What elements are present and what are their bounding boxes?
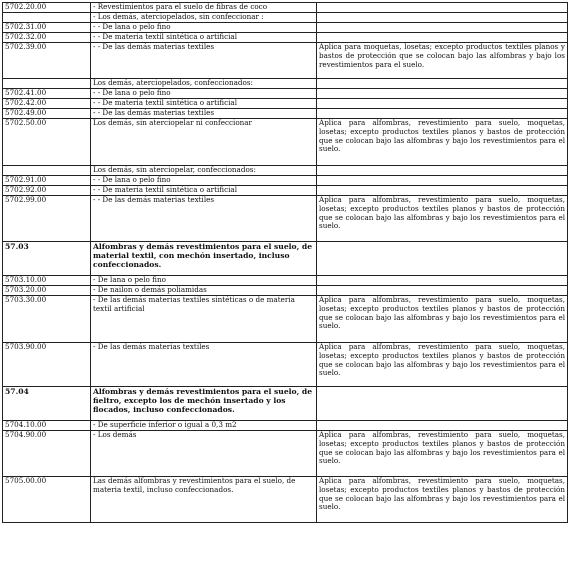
application-note	[317, 387, 568, 421]
application-note: Aplica para alfombras, revestimiento para suelo, moquetas, losetas; excepto productos textiles planos y bastos de protección que se colocan bajo las alfombras y bajo los revestimientos para el suelo.	[317, 343, 568, 387]
table-row	[3, 79, 568, 89]
tariff-table	[2, 2, 568, 523]
application-note	[317, 23, 568, 33]
item-description: - - De materia textil sintética o artificial	[91, 186, 317, 196]
heading-code: 57.03	[3, 242, 91, 276]
item-description: - Revestimientos para el suelo de fibras de coco	[91, 3, 317, 13]
tariff-code: 5702.39.00	[3, 43, 91, 79]
application-note	[317, 13, 568, 23]
tariff-code	[3, 166, 91, 176]
item-description: Los demás, sin aterciopelar ni confeccionar	[91, 119, 317, 166]
tariff-code: 5704.90.00	[3, 431, 91, 477]
table-row	[3, 276, 568, 286]
tariff-code	[3, 13, 91, 23]
application-note	[317, 33, 568, 43]
application-note: Aplica para alfombras, revestimiento para suelo, moquetas, losetas; excepto productos textiles planos y bastos de protección que se colocan bajo las alfombras y bajo los revestimientos para el suelo.	[317, 477, 568, 523]
item-description: - De las demás materias textiles sintéticas o de materia textil artificial	[91, 296, 317, 343]
table-row	[3, 23, 568, 33]
tariff-code: 5702.92.00	[3, 186, 91, 196]
table-row	[3, 431, 568, 477]
tariff-code: 5702.20.00	[3, 3, 91, 13]
tariff-code	[3, 79, 91, 89]
tariff-code: 5702.99.00	[3, 196, 91, 242]
table-row	[3, 119, 568, 166]
item-description: - De las demás materias textiles	[91, 343, 317, 387]
item-description: Las demás alfombras y revestimientos para el suelo, de materia textil, incluso confeccionados.	[91, 477, 317, 523]
item-description: Los demás, sin aterciopelar, confeccionados:	[91, 166, 317, 176]
table-row	[3, 33, 568, 43]
item-description: - - De las demás materias textiles	[91, 196, 317, 242]
item-description: - De superficie inferior o igual a 0,3 m2	[91, 421, 317, 431]
application-note	[317, 242, 568, 276]
table-row	[3, 43, 568, 79]
item-description: - - De materia textil sintética o artificial	[91, 99, 317, 109]
tariff-code: 5702.42.00	[3, 99, 91, 109]
table-row	[3, 186, 568, 196]
heading-row	[3, 387, 568, 421]
item-description: - - De lana o pelo fino	[91, 176, 317, 186]
table-row	[3, 286, 568, 296]
item-description: - De nailon o demás poliamidas	[91, 286, 317, 296]
application-note: Aplica para alfombras, revestimiento para suelo, moquetas, losetas; excepto productos textiles planos y bastos de protección que se colocan bajo las alfombras y bajo los revestimientos para el suelo.	[317, 196, 568, 242]
application-note	[317, 186, 568, 196]
heading-description: Alfombras y demás revestimientos para el suelo, de fieltro, excepto los de mechón insertado y los flocados, incluso confeccionados.	[91, 387, 317, 421]
tariff-code: 5704.10.00	[3, 421, 91, 431]
application-note	[317, 3, 568, 13]
application-note	[317, 421, 568, 431]
application-note	[317, 109, 568, 119]
table-row	[3, 421, 568, 431]
application-note	[317, 89, 568, 99]
tariff-code: 5703.30.00	[3, 296, 91, 343]
tariff-table-body	[3, 3, 568, 523]
tariff-code: 5702.49.00	[3, 109, 91, 119]
tariff-code: 5702.50.00	[3, 119, 91, 166]
application-note: Aplica para moquetas, losetas; excepto productos textiles planos y bastos de protección que se colocan bajo las alfombras y bajo los revestimientos para el suelo.	[317, 43, 568, 79]
item-description: - - De lana o pelo fino	[91, 89, 317, 99]
tariff-code: 5702.31.00	[3, 23, 91, 33]
item-description: - Los demás	[91, 431, 317, 477]
table-row	[3, 296, 568, 343]
item-description: - - De lana o pelo fino	[91, 23, 317, 33]
application-note: Aplica para alfombras, revestimiento para suelo, moquetas, losetas; excepto productos textiles planos y bastos de protección que se colocan bajo las alfombras y bajo los revestimientos para el suelo.	[317, 431, 568, 477]
tariff-code: 5702.41.00	[3, 89, 91, 99]
application-note	[317, 176, 568, 186]
heading-code: 57.04	[3, 387, 91, 421]
tariff-code: 5703.90.00	[3, 343, 91, 387]
table-row	[3, 109, 568, 119]
tariff-code: 5702.32.00	[3, 33, 91, 43]
item-description: - - De materia textil sintética o artificial	[91, 33, 317, 43]
document-page	[2, 2, 567, 523]
item-description: - Los demás, aterciopelados, sin confeccionar :	[91, 13, 317, 23]
table-row	[3, 166, 568, 176]
application-note	[317, 79, 568, 89]
table-row	[3, 477, 568, 523]
tariff-code: 5703.10.00	[3, 276, 91, 286]
table-row	[3, 196, 568, 242]
item-description: - - De las demás materias textiles	[91, 109, 317, 119]
application-note: Aplica para alfombras, revestimiento para suelo, moquetas, losetas; excepto productos textiles planos y bastos de protección que se colocan bajo las alfombras y bajo los revestimientos para el suelo.	[317, 296, 568, 343]
table-row	[3, 176, 568, 186]
table-row	[3, 89, 568, 99]
item-description: - - De las demás materias textiles	[91, 43, 317, 79]
item-description: Los demás, aterciopelados, confeccionados:	[91, 79, 317, 89]
application-note	[317, 99, 568, 109]
tariff-code: 5705.00.00	[3, 477, 91, 523]
heading-row	[3, 242, 568, 276]
table-row	[3, 13, 568, 23]
tariff-code: 5703.20.00	[3, 286, 91, 296]
table-row	[3, 99, 568, 109]
application-note	[317, 286, 568, 296]
application-note	[317, 166, 568, 176]
tariff-code: 5702.91.00	[3, 176, 91, 186]
application-note: Aplica para alfombras, revestimiento para suelo, moquetas, losetas; excepto productos textiles planos y bastos de protección que se colocan bajo las alfombras y bajo los revestimientos para el suelo.	[317, 119, 568, 166]
table-row	[3, 343, 568, 387]
item-description: - De lana o pelo fino	[91, 276, 317, 286]
table-row	[3, 3, 568, 13]
application-note	[317, 276, 568, 286]
heading-description: Alfombras y demás revestimientos para el suelo, de material textil, con mechón insertado, incluso confeccionados.	[91, 242, 317, 276]
